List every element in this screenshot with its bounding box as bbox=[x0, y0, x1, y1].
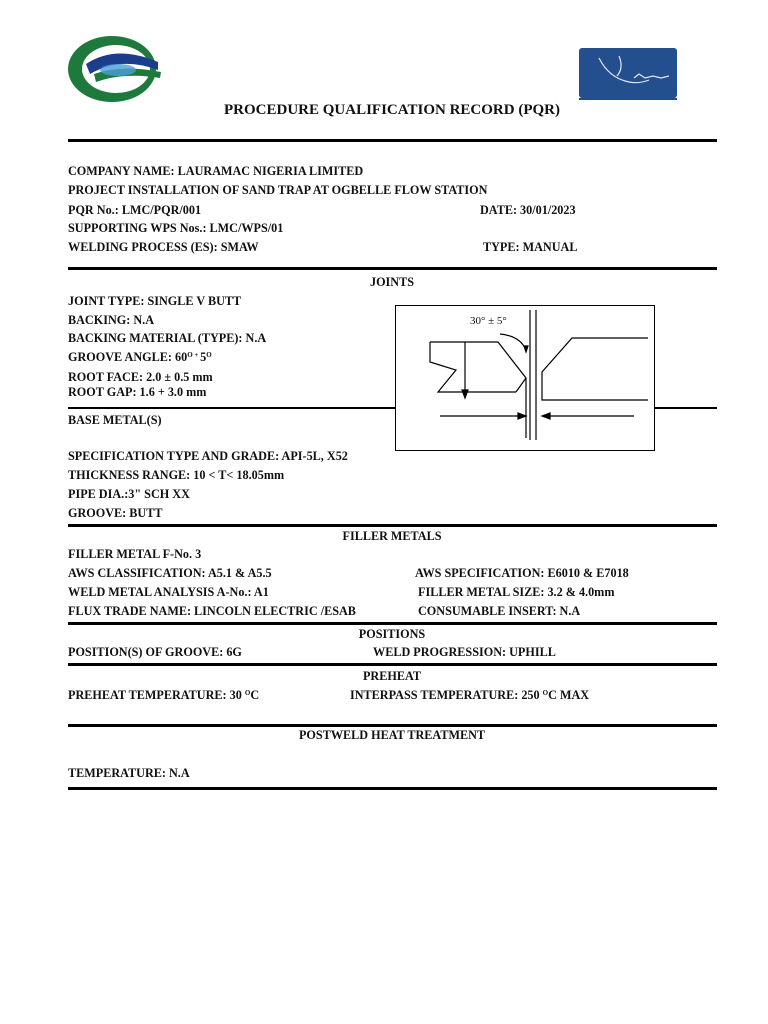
welding-type: TYPE: MANUAL bbox=[483, 240, 578, 254]
company-name: COMPANY NAME: LAURAMAC NIGERIA LIMITED bbox=[68, 164, 364, 178]
weld-metal-analysis: WELD METAL ANALYSIS A-No.: A1 bbox=[68, 585, 269, 599]
positions-divider bbox=[68, 663, 717, 666]
interpass-temperature: INTERPASS TEMPERATURE: 250 $^O$C MAX bbox=[350, 688, 590, 702]
preheat-heading: PREHEAT bbox=[362, 669, 422, 683]
base-metal-divider bbox=[68, 524, 717, 527]
positions-heading: POSITIONS bbox=[358, 627, 426, 641]
partner-logo bbox=[579, 48, 677, 102]
aws-classification: AWS CLASSIFICATION: A5.1 & A5.5 bbox=[68, 566, 272, 580]
document-title: PROCEDURE QUALIFICATION RECORD (PQR) bbox=[224, 102, 560, 118]
groove-angle: GROOVE ANGLE: $60^O$ + $5^O$ bbox=[68, 350, 212, 364]
thickness-range: THICKNESS RANGE: 10 < T< 18.05mm bbox=[68, 468, 285, 482]
pqr-date: DATE: 30/01/2023 bbox=[480, 203, 576, 217]
preheat-divider bbox=[68, 724, 717, 727]
welding-process: WELDING PROCESS (ES): SMAW bbox=[68, 240, 259, 254]
preheat-temperature: PREHEAT TEMPERATURE: 30 $^O$C bbox=[68, 688, 260, 702]
filler-heading: FILLER METALS bbox=[342, 529, 442, 543]
filler-divider bbox=[68, 622, 717, 625]
pqr-number: PQR No.: LMC/PQR/001 bbox=[68, 203, 202, 217]
pwht-temperature: TEMPERATURE: N.A bbox=[68, 766, 190, 780]
spec-type-grade: SPECIFICATION TYPE AND GRADE: API-5L, X52 bbox=[68, 449, 348, 463]
supporting-wps: SUPPORTING WPS Nos.: LMC/WPS/01 bbox=[68, 221, 284, 235]
backing-material: BACKING MATERIAL (TYPE): N.A bbox=[68, 331, 267, 345]
groove-type: GROOVE: BUTT bbox=[68, 506, 163, 520]
pwht-divider bbox=[68, 787, 717, 790]
company-logo bbox=[66, 34, 164, 104]
diagram-angle-label: 30° ± 5° bbox=[470, 315, 507, 327]
joint-type: JOINT TYPE: SINGLE V BUTT bbox=[68, 294, 242, 308]
joints-heading: JOINTS bbox=[369, 275, 415, 289]
root-gap: ROOT GAP: 1.6 + 3.0 mm bbox=[68, 385, 207, 399]
root-face: ROOT FACE: 2.0 ± 0.5 mm bbox=[68, 370, 213, 384]
project-name: PROJECT INSTALLATION OF SAND TRAP AT OGBELLE FLOW STATION bbox=[68, 183, 488, 197]
filler-f-no: FILLER METAL F-No. 3 bbox=[68, 547, 202, 561]
header-divider bbox=[68, 267, 717, 270]
pwht-heading: POSTWELD HEAT TREATMENT bbox=[298, 728, 486, 742]
backing: BACKING: N.A bbox=[68, 313, 154, 327]
filler-metal-size: FILLER METAL SIZE: 3.2 & 4.0mm bbox=[418, 585, 615, 599]
base-metal-heading: BASE METAL(S) bbox=[68, 413, 162, 427]
position-of-groove: POSITION(S) OF GROOVE: 6G bbox=[68, 645, 242, 659]
joints-divider-right bbox=[655, 407, 717, 409]
title-divider bbox=[68, 139, 717, 142]
flux-trade-name: FLUX TRADE NAME: LINCOLN ELECTRIC /ESAB bbox=[68, 604, 356, 618]
weld-progression: WELD PROGRESSION: UPHILL bbox=[373, 645, 556, 659]
aws-specification: AWS SPECIFICATION: E6010 & E7018 bbox=[415, 566, 629, 580]
joints-divider-left bbox=[68, 407, 396, 409]
pipe-diameter: PIPE DIA.:3" SCH XX bbox=[68, 487, 190, 501]
joint-diagram bbox=[395, 305, 655, 451]
consumable-insert: CONSUMABLE INSERT: N.A bbox=[418, 604, 581, 618]
